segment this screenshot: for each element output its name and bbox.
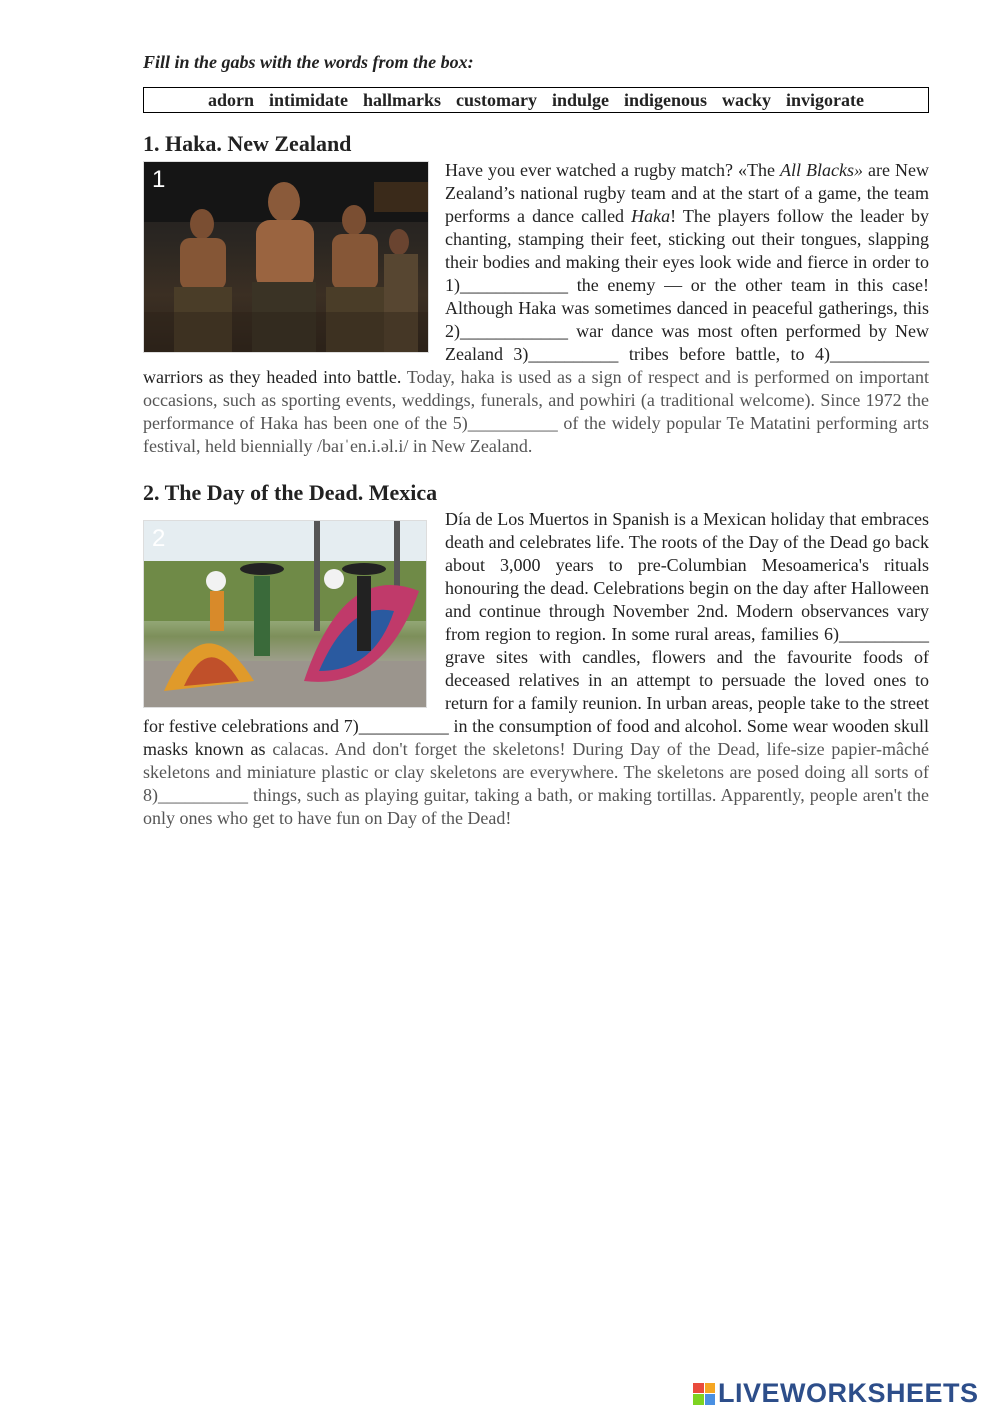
liveworksheets-logo xyxy=(693,1378,979,1409)
word-box-item: hallmarks xyxy=(362,90,441,110)
word-box-item: intimidate xyxy=(268,90,348,110)
word-box-item: adorn xyxy=(207,90,254,110)
word-box-item: wacky xyxy=(722,90,772,110)
instruction-text: Fill in the gabs with the words from the box: xyxy=(143,52,474,72)
image-number: 2 xyxy=(152,525,166,552)
haka-photo xyxy=(143,161,429,353)
section-title: 2. The Day of the Dead. Mexica xyxy=(143,480,438,505)
section-day-of-the-dead xyxy=(143,480,929,830)
section-title: 1. Haka. New Zealand xyxy=(143,131,352,156)
word-box xyxy=(143,87,929,113)
day-of-the-dead-text: Día de Los Muertos in Spanish is a Mexican holiday that embraces death and celebrates life. The roots of the Day of the Dead go back about 3,000 years to pre-Columbian Mesoamerica's rituals honouring the dead. Celebrations begin on the day after Halloween and continue through November 2nd. Modern observances vary from region to region. In some rural areas, families 6)__________ grave sites with candles, flowers and the favourite foods of deceased relatives in an attempt to persuade the loved ones to return for a family reunion. In urban areas, people take to the street for festive celebrations and 7)__________ in the consumption of food and alcohol. Some wear wooden skull masks known as calacas. And don't forget the skeletons! During Day of the Dead, life-size papier-mâché skeletons and miniature plastic or clay skeletons are everywhere. The skeletons are posed doing all sorts of 8)__________ things, such as playing guitar, taking a bath, or making tortillas. Apparently, people aren't the only ones who get to have fun on Day of the Dead! xyxy=(143,509,929,828)
word-box-item: indigenous xyxy=(624,90,708,110)
day-of-the-dead-photo xyxy=(143,520,427,708)
liveworksheets-logo-icon xyxy=(693,1383,715,1405)
word-box-item: invigorate xyxy=(786,90,865,110)
word-box-item: indulge xyxy=(551,90,609,110)
dancers-illustration xyxy=(144,521,426,707)
haka-dancers-illustration xyxy=(144,162,428,352)
image-number: 1 xyxy=(152,166,166,193)
word-box-item: customary xyxy=(455,90,537,110)
haka-text: Have you ever watched a rugby match? «The All Blacks» are New Zealand’s national rugby team and at the start of a game, the team performs a dance called Haka! The players follow the leader by chanting, stamping their feet, sticking out their tongues, slapping their bodies and making their eyes look wide and fierce in order to 1)____________ the enemy — or the other team in this case! Although Haka was sometimes danced in peaceful gatherings, this 2)____________ war dance was most often performed by New Zealand 3)__________ tribes before battle, to 4)___________ warriors as they headed into battle. Today, haka is used as a sign of respect and is performed on important occasions, such as sporting events, weddings, funerals, and powhiri (a traditional welcome). Since 1972 the performance of Haka has been one of the 5)__________ of the widely popular Te Matatini performing arts festival, held biennially /baɪˈen.i.əl.i/ in New Zealand. xyxy=(143,160,930,456)
brand-name: LIVEWORKSHEETS xyxy=(718,1378,979,1408)
section-haka xyxy=(143,131,929,458)
worksheet-page xyxy=(143,52,929,830)
